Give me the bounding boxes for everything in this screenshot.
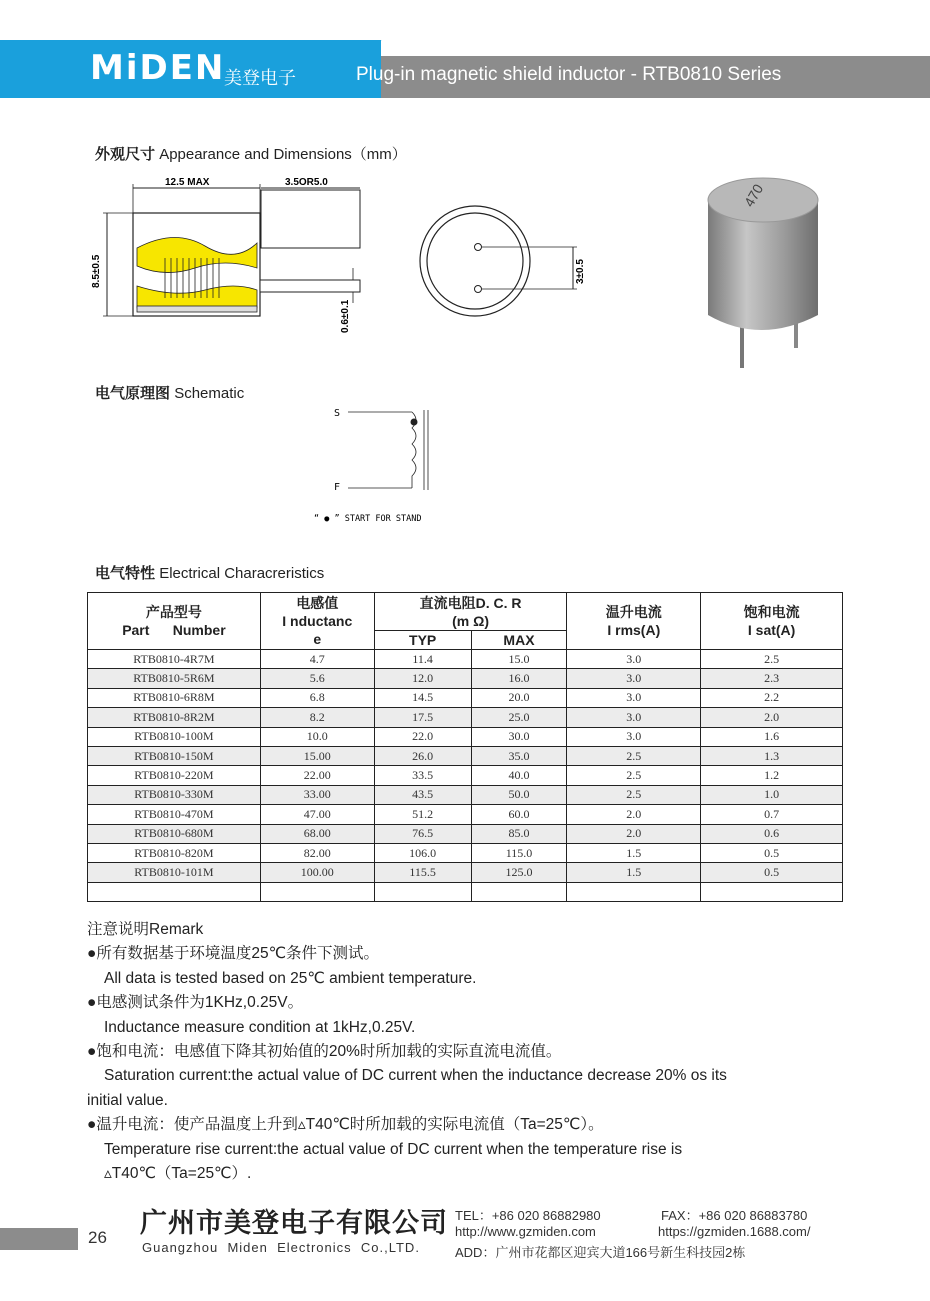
cell-dcr-typ: 17.5 xyxy=(374,708,471,727)
dim-pin-dia-label: 0.6±0.1 xyxy=(340,299,351,333)
page-number: 26 xyxy=(88,1228,107,1247)
cell-irms: 2.5 xyxy=(567,766,701,785)
brand-logo: MiDEN xyxy=(90,48,226,88)
company-name-cn: 广州市美登电子有限公司 xyxy=(140,1208,448,1238)
table-header-row xyxy=(88,593,843,631)
cell-dcr-max: 16.0 xyxy=(471,669,567,688)
cell-part: RTB0810-150M xyxy=(88,746,261,765)
cell-part: RTB0810-820M xyxy=(88,843,261,862)
remark-2-en: Inductance measure condition at 1kHz,0.25V. xyxy=(104,1018,416,1036)
cell-isat: 0.6 xyxy=(701,824,843,843)
cell-irms: 3.0 xyxy=(567,650,701,669)
remark-1-en: All data is tested based on 25℃ ambient temperature. xyxy=(104,969,477,987)
cell-dcr-typ: 12.0 xyxy=(374,669,471,688)
electrical-heading-en: Electrical Characreristics xyxy=(159,565,325,582)
cell-dcr-max: 25.0 xyxy=(471,708,567,727)
cell-empty xyxy=(260,882,374,901)
appearance-heading xyxy=(95,143,407,164)
table-row xyxy=(88,650,843,669)
cell-dcr-typ: 22.0 xyxy=(374,727,471,746)
remark-3-cn: ●饱和电流：电感值下降其初始值的20%时所加载的实际直流电流值。 xyxy=(87,1043,562,1061)
company-name-en: Guangzhou Miden Electronics Co.,LTD. xyxy=(142,1240,420,1255)
cell-irms: 2.5 xyxy=(567,785,701,804)
table-row xyxy=(88,843,843,862)
cell-isat: 1.3 xyxy=(701,746,843,765)
cell-dcr-typ: 51.2 xyxy=(374,805,471,824)
header-ind-en2: e xyxy=(313,631,322,647)
header-dcr-cn: 直流电阻D. C. R xyxy=(419,594,522,611)
schematic-legend: “ ● ” START FOR STAND xyxy=(314,514,422,524)
table-row xyxy=(88,727,843,746)
cell-irms: 3.0 xyxy=(567,708,701,727)
footer-shop-link[interactable]: https://gzmiden.1688.com/ xyxy=(658,1224,811,1239)
cell-part: RTB0810-5R6M xyxy=(88,669,261,688)
dim-height-label: 8.5±0.5 xyxy=(91,254,102,288)
header-inductance xyxy=(260,593,374,650)
cell-dcr-typ: 106.0 xyxy=(374,843,471,862)
table-row xyxy=(88,824,843,843)
cell-dcr-max: 60.0 xyxy=(471,805,567,824)
header-part-cn: 产品型号 xyxy=(145,604,202,620)
header-dcr-max: MAX xyxy=(471,631,567,650)
cell-irms: 2.5 xyxy=(567,746,701,765)
cell-irms: 3.0 xyxy=(567,688,701,707)
cell-inductance: 82.00 xyxy=(260,843,374,862)
electrical-heading xyxy=(95,562,324,583)
remark-4-en-cont: ▵T40℃（Ta=25℃）. xyxy=(104,1165,252,1183)
header-irms-cn: 温升电流 xyxy=(605,604,662,620)
appearance-heading-en: Appearance and Dimensions（mm） xyxy=(159,146,407,163)
cell-part: RTB0810-220M xyxy=(88,766,261,785)
header-ind-en1: I nductanc xyxy=(282,613,353,629)
table-row xyxy=(88,708,843,727)
cell-dcr-typ: 14.5 xyxy=(374,688,471,707)
cell-part: RTB0810-470M xyxy=(88,805,261,824)
cell-inductance: 8.2 xyxy=(260,708,374,727)
cell-dcr-max: 20.0 xyxy=(471,688,567,707)
schematic-heading xyxy=(95,382,244,403)
table-row xyxy=(88,688,843,707)
cell-inductance: 33.00 xyxy=(260,785,374,804)
cell-inductance: 15.00 xyxy=(260,746,374,765)
cell-irms: 2.0 xyxy=(567,824,701,843)
schematic-heading-en: Schematic xyxy=(174,385,245,402)
page-title: Plug-in magnetic shield inductor - RTB0810 Series xyxy=(356,64,782,85)
product-photo xyxy=(700,170,820,370)
footer-tel: TEL：+86 020 86882980 xyxy=(455,1208,601,1223)
footer-address: ADD：广州市花都区迎宾大道166号新生科技园2栋 xyxy=(455,1245,746,1260)
dim-width-label: 12.5 MAX xyxy=(165,177,210,188)
cell-dcr-max: 85.0 xyxy=(471,824,567,843)
cell-isat: 0.7 xyxy=(701,805,843,824)
cell-inductance: 100.00 xyxy=(260,863,374,882)
product-marking: 470 xyxy=(740,181,767,210)
cell-dcr-max: 35.0 xyxy=(471,746,567,765)
cell-dcr-typ: 115.5 xyxy=(374,863,471,882)
cell-irms: 2.0 xyxy=(567,805,701,824)
cell-dcr-max: 40.0 xyxy=(471,766,567,785)
header-isat-cn: 饱和电流 xyxy=(743,604,800,620)
remark-1-cn: ●所有数据基于环境温度25℃条件下测试。 xyxy=(87,945,380,963)
cell-inductance: 4.7 xyxy=(260,650,374,669)
cell-irms: 3.0 xyxy=(567,727,701,746)
cell-empty xyxy=(701,882,843,901)
remarks-title: 注意说明Remark xyxy=(87,921,204,938)
cell-part: RTB0810-101M xyxy=(88,863,261,882)
cell-empty xyxy=(88,882,261,901)
dimension-drawing xyxy=(85,168,605,348)
cell-isat: 0.5 xyxy=(701,843,843,862)
footer-fax: FAX：+86 020 86883780 xyxy=(661,1208,808,1223)
remark-4-cn: ●温升电流：使产品温度上升到▵T40℃时所加载的实际电流值（Ta=25℃）。 xyxy=(87,1116,604,1134)
cell-part: RTB0810-330M xyxy=(88,785,261,804)
header-irms xyxy=(567,593,701,650)
remark-3-en-cont: initial value. xyxy=(87,1091,168,1109)
table-row xyxy=(88,669,843,688)
schematic-heading-cn: 电气原理图 xyxy=(95,385,171,402)
cell-part: RTB0810-100M xyxy=(88,727,261,746)
cell-part: RTB0810-680M xyxy=(88,824,261,843)
table-row xyxy=(88,785,843,804)
footer-website[interactable]: http://www.gzmiden.com xyxy=(455,1224,596,1239)
cell-inductance: 10.0 xyxy=(260,727,374,746)
cell-dcr-typ: 43.5 xyxy=(374,785,471,804)
cell-dcr-max: 125.0 xyxy=(471,863,567,882)
cell-dcr-max: 50.0 xyxy=(471,785,567,804)
header-part-en: Part Number xyxy=(122,622,226,638)
schematic-finish-label: F xyxy=(334,482,341,493)
remarks xyxy=(87,918,847,1186)
cell-inductance: 68.00 xyxy=(260,824,374,843)
cell-dcr-typ: 26.0 xyxy=(374,746,471,765)
electrical-heading-cn: 电气特性 xyxy=(95,565,156,582)
header-dcr-typ: TYP xyxy=(374,631,471,650)
cell-empty xyxy=(567,882,701,901)
header-isat-en: I sat(A) xyxy=(747,622,796,638)
table-row xyxy=(88,746,843,765)
table-row xyxy=(88,766,843,785)
cell-dcr-max: 115.0 xyxy=(471,843,567,862)
page-number-bar xyxy=(0,1228,78,1250)
cell-empty xyxy=(374,882,471,901)
cell-inductance: 6.8 xyxy=(260,688,374,707)
table-row xyxy=(88,805,843,824)
remark-2-cn: ●电感测试条件为1KHz,0.25V。 xyxy=(87,994,304,1012)
cell-isat: 1.0 xyxy=(701,785,843,804)
cell-inductance: 47.00 xyxy=(260,805,374,824)
header-part-number xyxy=(88,593,261,650)
cell-part: RTB0810-4R7M xyxy=(88,650,261,669)
cell-dcr-max: 15.0 xyxy=(471,650,567,669)
cell-isat: 1.2 xyxy=(701,766,843,785)
header-isat xyxy=(701,593,843,650)
spec-table xyxy=(87,592,843,902)
remark-3-en: Saturation current:the actual value of DC current when the inductance decrease 20% os its xyxy=(104,1067,727,1085)
schematic-start-label: S xyxy=(334,408,341,419)
dim-pitch-label: 3±0.5 xyxy=(575,259,586,284)
cell-isat: 2.0 xyxy=(701,708,843,727)
cell-part: RTB0810-6R8M xyxy=(88,688,261,707)
header-irms-en: I rms(A) xyxy=(607,622,661,638)
cell-irms: 1.5 xyxy=(567,843,701,862)
appearance-heading-cn: 外观尺寸 xyxy=(95,146,156,163)
cell-isat: 1.6 xyxy=(701,727,843,746)
table-body xyxy=(88,650,843,902)
header-dcr xyxy=(374,593,567,631)
table-row-empty xyxy=(88,882,843,901)
cell-part: RTB0810-8R2M xyxy=(88,708,261,727)
cell-dcr-typ: 33.5 xyxy=(374,766,471,785)
cell-inductance: 5.6 xyxy=(260,669,374,688)
cell-irms: 3.0 xyxy=(567,669,701,688)
brand-logo-cn: 美登电子 xyxy=(224,68,296,88)
cell-empty xyxy=(471,882,567,901)
dim-pin-length-label: 3.5OR5.0 xyxy=(285,177,328,188)
cell-isat: 2.5 xyxy=(701,650,843,669)
cell-inductance: 22.00 xyxy=(260,766,374,785)
remark-4-en: Temperature rise current:the actual value of DC current when the temperature rise is xyxy=(104,1140,683,1158)
header-dcr-unit: (m Ω) xyxy=(452,612,489,629)
header-ind-cn: 电感值 xyxy=(296,595,339,611)
cell-isat: 2.3 xyxy=(701,669,843,688)
schematic-diagram xyxy=(300,400,480,530)
cell-dcr-typ: 11.4 xyxy=(374,650,471,669)
cell-dcr-typ: 76.5 xyxy=(374,824,471,843)
cell-irms: 1.5 xyxy=(567,863,701,882)
table-row xyxy=(88,863,843,882)
cell-dcr-max: 30.0 xyxy=(471,727,567,746)
cell-isat: 2.2 xyxy=(701,688,843,707)
cell-isat: 0.5 xyxy=(701,863,843,882)
